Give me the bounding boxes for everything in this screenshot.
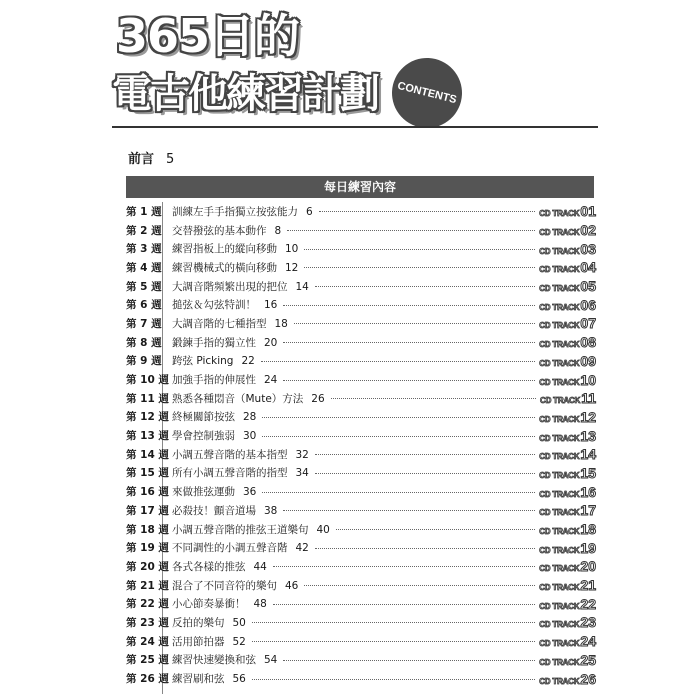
lesson-entry [172,391,325,406]
section-header: 每日練習內容 [126,176,594,198]
lesson-page: 50 [232,616,246,629]
toc-row[interactable] [126,314,596,333]
cd-track [539,484,596,500]
dot-leader [315,472,535,474]
lesson-page: 52 [232,635,246,648]
cd-track-label: CD TRACK [539,209,580,219]
cd-track-label: CD TRACK [539,321,580,331]
lesson-entry [172,297,277,312]
lesson-page: 28 [243,411,257,424]
lesson-entry [172,615,246,630]
cd-track-number: 16 [580,483,596,500]
dot-leader [273,565,535,567]
lesson-entry [172,204,313,219]
lesson-page: 30 [243,430,257,443]
lesson-entry [172,241,298,256]
cd-track-label: CD TRACK [539,508,580,518]
week-label: 第 12 週 [126,411,169,424]
cd-track-label: CD TRACK [540,396,581,406]
dot-leader [262,416,535,418]
toc-row[interactable] [126,632,596,651]
dot-leader [315,285,535,287]
cd-track-label: CD TRACK [539,527,580,537]
lesson-page: 42 [295,542,309,555]
cd-track-number: 23 [580,614,596,631]
lesson-title: 練習機械式的橫向移動 [172,261,277,274]
lesson-page: 32 [295,448,309,461]
lesson-entry [172,652,277,667]
lesson-title: 學會控制強弱 [172,430,235,443]
cd-track-number: 19 [580,539,596,556]
dot-leader [287,229,535,231]
lesson-entry [172,596,267,611]
cd-track [539,428,596,444]
dot-leader [283,379,535,381]
lesson-entry [172,484,256,499]
toc-row[interactable] [126,202,596,221]
dot-leader [252,640,535,642]
book-title [112,8,412,122]
toc-row[interactable] [126,501,596,520]
lesson-title: 活用節拍器 [172,635,225,648]
cd-track-number: 09 [580,352,596,369]
lesson-entry [172,335,277,350]
lesson-title: 大調音階的七種指型 [172,317,267,330]
week-label: 第 21 週 [126,579,169,592]
cd-track [539,577,596,593]
toc-row[interactable] [126,520,596,539]
cd-track-label: CD TRACK [539,639,580,649]
lesson-title: 小調五聲音階的推弦王道樂句 [172,523,309,536]
cd-track [539,671,596,687]
week-label: 第 23 週 [126,616,169,629]
lesson-page: 20 [264,336,278,349]
cd-track-number: 03 [580,240,596,257]
week-label: 第 8 週 [126,336,162,349]
cd-track [539,409,596,425]
lesson-page: 34 [295,467,309,480]
lesson-title: 小調五聲音階的基本指型 [172,448,288,461]
cd-track [539,652,596,668]
cd-track-number: 17 [580,502,596,519]
lesson-entry [172,372,277,387]
toc-row[interactable] [126,426,596,445]
preface-entry[interactable] [128,148,174,167]
lesson-page: 12 [285,261,299,274]
week-label: 第 26 週 [126,673,169,686]
lesson-page: 14 [295,280,309,293]
cd-track-label: CD TRACK [539,676,580,686]
toc-row[interactable] [126,576,596,595]
cd-track-label: CD TRACK [539,414,580,424]
lesson-page: 48 [253,598,267,611]
toc-row[interactable] [126,613,596,632]
cd-track-label: CD TRACK [539,489,580,499]
lesson-entry [172,671,246,686]
toc-row[interactable] [126,277,596,296]
top-rule [112,126,598,128]
cd-track [539,278,596,294]
cd-track-label: CD TRACK [539,452,580,462]
lesson-title: 不同調性的小調五聲音階 [172,542,288,555]
toc-row[interactable] [126,352,596,371]
week-label: 第 11 週 [126,392,169,405]
lesson-entry [172,578,298,593]
dot-leader [262,491,535,493]
cd-track-number: 12 [580,408,596,425]
week-label: 第 5 週 [126,280,162,293]
dot-leader [252,621,535,623]
lesson-title: 各式各樣的推弦 [172,560,246,573]
lesson-page: 38 [264,504,278,517]
cd-track-number: 04 [580,259,596,276]
lesson-title: 訓練左手手指獨立按弦能力 [172,205,298,218]
cd-track-number: 21 [580,577,596,594]
week-label: 第 10 週 [126,374,169,387]
cd-track-number: 01 [580,203,596,220]
lesson-title: 所有小調五聲音階的指型 [172,467,288,480]
week-label: 第 6 週 [126,299,162,312]
lesson-entry [172,316,288,331]
dot-leader [304,248,535,250]
dot-leader [283,341,535,343]
toc-row[interactable] [126,482,596,501]
week-label: 第 9 週 [126,355,162,368]
lesson-page: 44 [253,560,267,573]
week-label: 第 15 週 [126,467,169,480]
toc-row[interactable] [126,538,596,557]
lesson-entry [172,465,309,480]
lesson-page: 16 [264,299,278,312]
lesson-title: 鍛鍊手指的獨立性 [172,336,256,349]
cd-track [539,540,596,556]
toc-row[interactable] [126,557,596,576]
cd-track-label: CD TRACK [539,377,580,387]
toc-row[interactable] [126,370,596,389]
cd-track-label: CD TRACK [539,358,580,368]
preface-page: 5 [166,152,175,167]
toc-row[interactable] [126,445,596,464]
dot-leader [331,397,536,399]
cd-track-label: CD TRACK [539,564,580,574]
week-label: 第 19 週 [126,542,169,555]
cd-track [539,297,596,313]
lesson-entry [172,223,281,238]
cd-track-label: CD TRACK [539,265,580,275]
cd-track-number: 20 [580,558,596,575]
week-label: 第 2 週 [126,224,162,237]
toc-row[interactable] [126,669,596,688]
cd-track-number: 13 [580,427,596,444]
week-label: 第 20 週 [126,560,169,573]
dot-leader [273,603,535,605]
lesson-page: 10 [285,243,299,256]
cd-track-number: 10 [580,371,596,388]
toc-row[interactable] [126,333,596,352]
toc-row[interactable] [126,295,596,314]
cd-track-number: 11 [581,390,596,407]
toc-row[interactable] [126,408,596,427]
cd-track-number: 24 [580,633,596,650]
lesson-page: 18 [274,317,288,330]
lesson-title: 來做推弦運動 [172,486,235,499]
cd-track-number: 15 [580,464,596,481]
cd-track-label: CD TRACK [539,433,580,443]
dot-leader [319,210,536,212]
lesson-page: 8 [274,224,282,237]
dot-leader [336,528,535,530]
lesson-entry [172,279,309,294]
dot-leader [261,360,535,362]
dot-leader [283,659,535,661]
week-label: 第 3 週 [126,243,162,256]
cd-track-number: 25 [580,651,596,668]
cd-track-number: 05 [580,278,596,295]
cd-track-label: CD TRACK [539,657,580,667]
lesson-title: 反拍的樂句 [172,616,225,629]
dot-leader [315,453,535,455]
toc-row[interactable] [126,221,596,240]
cd-track-number: 26 [580,670,596,687]
lesson-entry [172,540,309,555]
lesson-title: 練習刷和弦 [172,673,225,686]
week-label: 第 7 週 [126,317,162,330]
cd-track [539,334,596,350]
lesson-page: 36 [243,486,257,499]
week-label: 第 22 週 [126,598,169,611]
week-label: 第 1 週 [126,205,162,218]
cd-track-label: CD TRACK [539,340,580,350]
contents-badge: CONTENTS [385,51,470,136]
lesson-title: 終極關節按弦 [172,411,235,424]
cd-track-number: 22 [580,595,596,612]
cd-track [539,446,596,462]
lesson-entry [172,409,256,424]
cd-track-label: CD TRACK [539,601,580,611]
cd-track-label: CD TRACK [539,583,580,593]
cd-track [539,633,596,649]
lesson-entry [172,447,309,462]
cd-track-label: CD TRACK [539,284,580,294]
lesson-page: 24 [264,374,278,387]
lesson-entry [172,260,298,275]
cd-track-label: CD TRACK [539,620,580,630]
cd-track-label: CD TRACK [539,246,580,256]
week-label: 第 16 週 [126,486,169,499]
cd-track-number: 06 [580,296,596,313]
lesson-title: 練習指板上的縱向移動 [172,243,277,256]
lesson-title: 交替撥弦的基本動作 [172,224,267,237]
title-line-1: 365日的 [116,9,300,63]
cd-track-label: CD TRACK [539,302,580,312]
cd-track-number: 14 [580,446,596,463]
lesson-page: 6 [306,205,313,218]
cd-track-number: 18 [580,521,596,538]
toc-row[interactable] [126,464,596,483]
cd-track [539,222,596,238]
lesson-page: 40 [316,523,330,536]
toc-row[interactable] [126,651,596,670]
toc-row[interactable] [126,389,596,408]
cd-track-label: CD TRACK [539,470,580,480]
cd-track [539,259,596,275]
toc-row[interactable] [126,258,596,277]
cd-track [539,465,596,481]
cd-track [539,315,596,331]
cd-track-number: 07 [580,315,596,332]
lesson-page: 54 [264,654,278,667]
lesson-page: 26 [311,392,325,405]
cd-track [539,241,596,257]
lesson-page: 22 [241,355,255,368]
dot-leader [315,547,535,549]
lesson-title: 加強手指的伸展性 [172,374,256,387]
preface-label: 前言 [128,152,155,167]
cd-track-number: 02 [580,222,596,239]
lesson-entry [172,559,267,574]
lesson-title: 混合了不同音符的樂句 [172,579,277,592]
dot-leader [252,678,535,680]
week-label: 第 25 週 [126,654,169,667]
toc-row[interactable] [126,594,596,613]
lesson-entry [172,522,330,537]
toc-list [126,202,596,688]
week-label: 第 18 週 [126,523,169,536]
dot-leader [294,322,535,324]
lesson-entry [172,634,246,649]
cd-track [539,558,596,574]
lesson-title: 搥弦＆勾弦特訓！ [172,299,256,312]
week-label: 第 13 週 [126,430,169,443]
lesson-title: 大調音階頻繁出現的把位 [172,280,288,293]
lesson-entry [172,428,256,443]
dot-leader [262,435,535,437]
lesson-entry [172,353,255,368]
lesson-title: 小心節奏暴衝！ [172,598,246,611]
cd-track [539,353,596,369]
dot-leader [304,584,535,586]
cd-track [539,203,596,219]
cd-track [539,614,596,630]
lesson-title: 跨弦 Picking [172,355,234,368]
lesson-entry [172,503,277,518]
week-label: 第 14 週 [126,448,169,461]
cd-track [539,372,596,388]
lesson-page: 56 [232,673,246,686]
lesson-title: 必殺技！顫音道場 [172,504,256,517]
lesson-title: 練習快速變換和弦 [172,654,256,667]
cd-track [540,390,596,406]
cd-track-number: 08 [580,334,596,351]
week-label: 第 17 週 [126,504,169,517]
dot-leader [283,509,535,511]
week-label: 第 24 週 [126,635,169,648]
week-label: 第 4 週 [126,261,162,274]
dot-leader [283,304,535,306]
cd-track-label: CD TRACK [539,228,580,238]
cd-track-label: CD TRACK [539,545,580,555]
lesson-title: 熟悉各種悶音（Mute）方法 [172,392,304,405]
lesson-page: 46 [285,579,299,592]
cd-track [539,502,596,518]
dot-leader [304,266,535,268]
cd-track [539,521,596,537]
title-line-2: 電古他練習計劃 [112,71,378,117]
toc-row[interactable] [126,239,596,258]
cd-track [539,596,596,612]
